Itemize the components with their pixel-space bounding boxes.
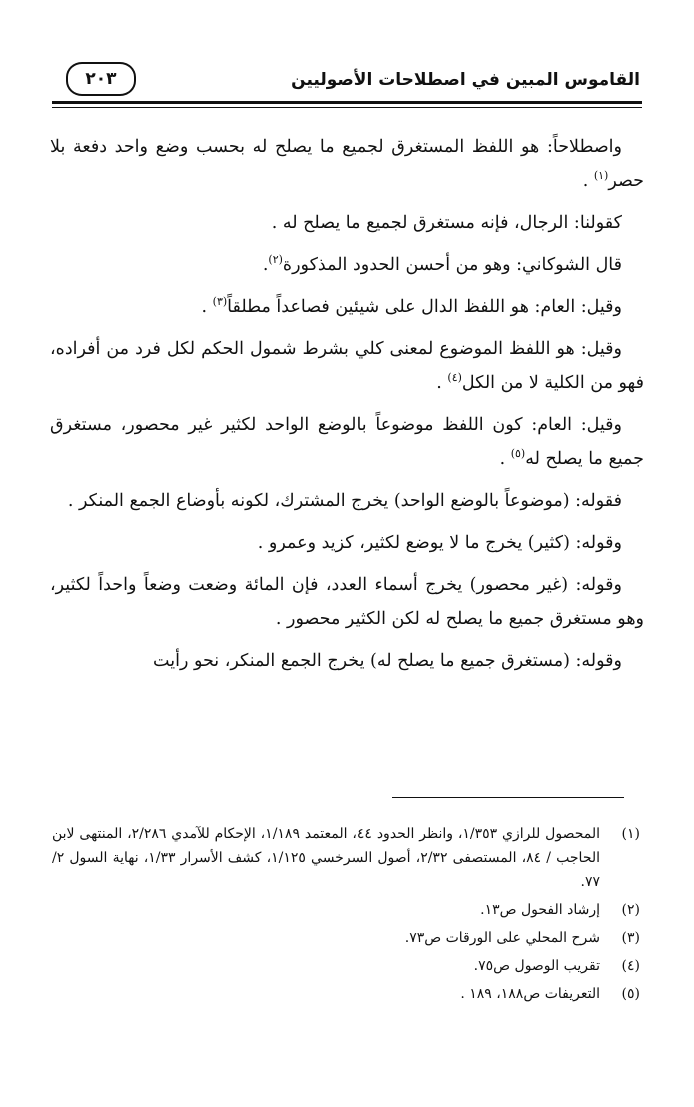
footnote-text: شرح المحلي على الورقات ص٧٣. bbox=[404, 930, 600, 946]
footnote-ref: (٢) bbox=[268, 253, 283, 267]
paragraph-8: وقوله: (كثير) يخرج ما لا يوضع لكثير، كزيد وعمرو . bbox=[257, 533, 622, 553]
footnote-number: (٥) bbox=[621, 986, 640, 1002]
footnote-1 bbox=[52, 822, 640, 894]
paragraph-9: وقوله: (غير محصور) يخرج أسماء العدد، فإن المائة وضعت وضعاً واحداً لكثير، وهو مستغرق جميع ما يصلح له لكن الكثير محصور . bbox=[50, 575, 644, 629]
footnote-number: (٤) bbox=[621, 958, 640, 974]
footnote-3 bbox=[52, 926, 640, 950]
footnote-number: (١) bbox=[621, 826, 640, 842]
footnote-text: المحصول للرازي ١/٣٥٣، وانظر الحدود ٤٤، المعتمد ١/١٨٩، الإحكام للآمدي ٢/٢٨٦، المنتهى لابن الحاجب / ٨٤، المستصفى ٢/٣٢، أصول السرخسي ١/١٢٥، كشف الأسرار ١/٣٣، نهاية السول ٢/ ٧٧. bbox=[52, 826, 601, 890]
footnote-ref: (١) bbox=[593, 169, 609, 183]
paragraph-3: قال الشوكاني: وهو من أحسن الحدود المذكورة$^{(٢)}$. bbox=[262, 253, 622, 275]
page-number: ٢٠٣ bbox=[66, 62, 136, 96]
running-title: القاموس المبين في اصطلاحات الأصوليين bbox=[291, 70, 640, 90]
paragraph-7: فقوله: (موضوعاً بالوضع الواحد) يخرج المشترك، لكونه بأوضاع الجمع المنكر . bbox=[67, 491, 622, 511]
paragraph-4: وقيل: العام: هو اللفظ الدال على شيئين فصاعداً مطلقاً$^{(٣)}$ . bbox=[201, 295, 622, 317]
header-rule-thin bbox=[52, 107, 642, 108]
footnote-ref: (٥) bbox=[510, 447, 526, 461]
footnote-5 bbox=[52, 982, 640, 1006]
footnote-ref: (٤) bbox=[447, 371, 462, 385]
paragraph-5: وقيل: هو اللفظ الموضوع لمعنى كلي بشرط شمول الحكم لكل فرد من أفراده، فهو من الكلية لا من الكل$^{(٤)}$ . bbox=[50, 339, 644, 393]
footnote-text: التعريفات ص١٨٨، ١٨٩ . bbox=[460, 986, 600, 1002]
footnote-separator bbox=[392, 797, 624, 798]
main-text bbox=[50, 130, 644, 686]
paragraph-6: وقيل: العام: كون اللفظ موضوعاً بالوضع الواحد لكثير غير محصور، مستغرق جميع ما يصلح له$^{(٥)}$ . bbox=[50, 415, 644, 469]
footnotes bbox=[52, 822, 640, 1010]
header-rule-thick bbox=[52, 101, 642, 104]
footnote-4 bbox=[52, 954, 640, 978]
page-header bbox=[52, 58, 642, 102]
paragraph-1: واصطلاحاً: هو اللفظ المستغرق لجميع ما يصلح له بحسب وضع واحد دفعة بلا حصر$^{(١)}$ . bbox=[50, 137, 644, 191]
footnote-2 bbox=[52, 898, 640, 922]
footnote-text: إرشاد الفحول ص١٣. bbox=[480, 902, 600, 918]
paragraph-2: كقولنا: الرجال، فإنه مستغرق لجميع ما يصلح له . bbox=[271, 213, 622, 233]
footnote-number: (٣) bbox=[621, 930, 640, 946]
footnote-ref: (٣) bbox=[212, 295, 228, 309]
footnote-text: تقريب الوصول ص٧٥. bbox=[473, 958, 600, 974]
footnote-number: (٢) bbox=[621, 902, 640, 918]
paragraph-10: وقوله: (مستغرق جميع ما يصلح له) يخرج الجمع المنكر، نحو رأيت bbox=[153, 651, 622, 671]
